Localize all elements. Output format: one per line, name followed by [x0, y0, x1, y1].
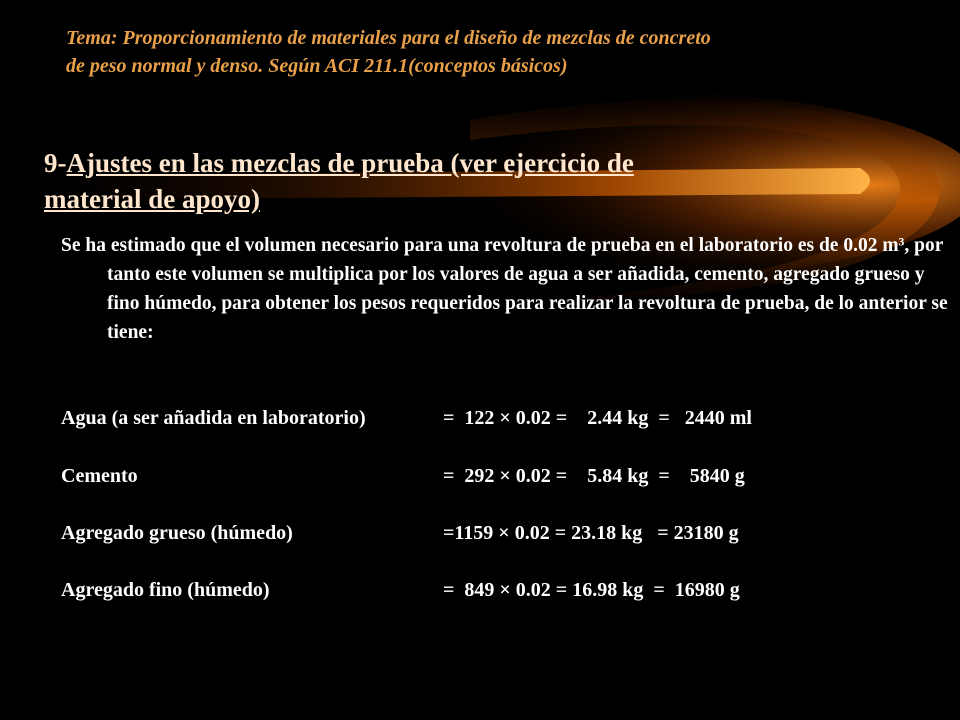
- slide-topic: [66, 24, 906, 80]
- material-calculation: = 292 × 0.02 = 5.84 kg = 5840 g: [443, 465, 745, 487]
- material-row-coarse-aggregate: [61, 518, 921, 548]
- material-label: Agua (a ser añadida en laboratorio): [61, 407, 366, 429]
- explanation-paragraph: Se ha estimado que el volumen necesario para una revoltura de prueba en el laboratorio es de 0.02 m³, por tanto este volumen se multiplica por los valores de agua a ser añadida, cemento, agregado grueso y fino húmedo, para obtener los pesos requeridos para realizar la revoltura de prueba, de lo anterior se tiene:: [61, 235, 948, 343]
- material-calculation: = 122 × 0.02 = 2.44 kg = 2440 ml: [443, 407, 752, 429]
- material-row-water: [61, 403, 921, 433]
- material-calculation: = 849 × 0.02 = 16.98 kg = 16980 g: [443, 579, 740, 601]
- material-label: Cemento: [61, 465, 138, 487]
- heading-line-2: material de apoyo): [44, 184, 260, 214]
- topic-line-2: de peso normal y denso. Según ACI 211.1(conceptos básicos): [66, 55, 568, 77]
- material-row-fine-aggregate: [61, 575, 921, 605]
- material-calculation: =1159 × 0.02 = 23.18 kg = 23180 g: [443, 522, 739, 544]
- material-row-cement: [61, 461, 921, 491]
- material-label: Agregado fino (húmedo): [61, 579, 270, 601]
- material-label: Agregado grueso (húmedo): [61, 522, 293, 544]
- heading-number: 9-: [44, 148, 67, 178]
- section-heading: [44, 145, 804, 217]
- topic-line-1: Tema: Proporcionamiento de materiales para el diseño de mezclas de concreto: [66, 27, 711, 49]
- heading-line-1: Ajustes en las mezclas de prueba (ver ejercicio de: [66, 148, 634, 178]
